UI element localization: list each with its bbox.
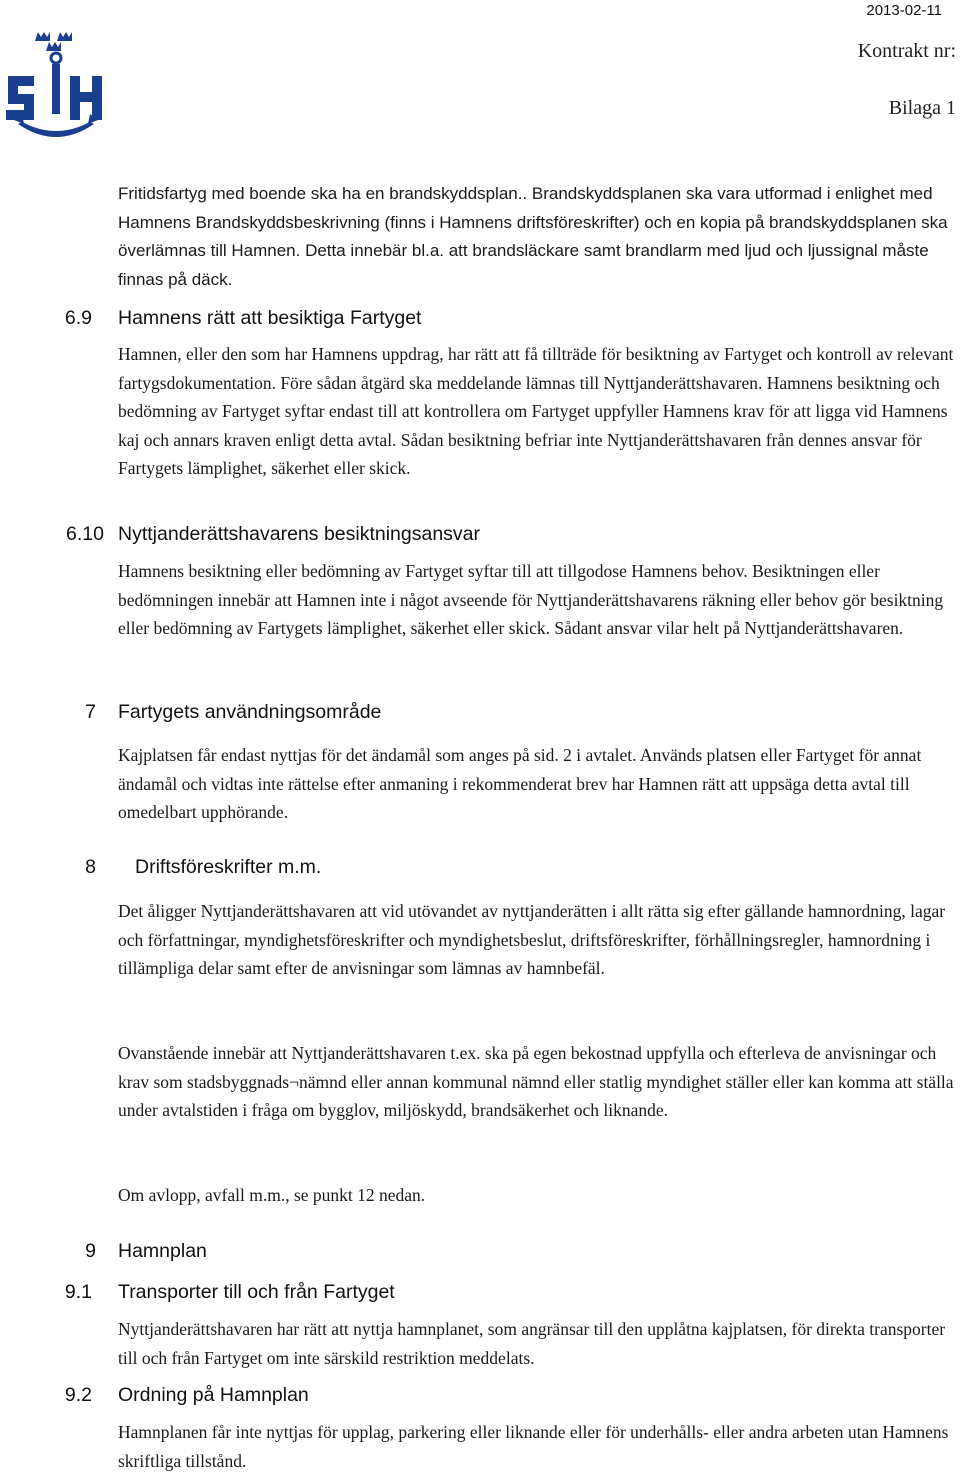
section-number: 9 <box>85 1240 96 1262</box>
section-heading-9-1 <box>0 1281 960 1309</box>
section-paragraph: Ovanstående innebär att Nyttjanderättshavaren t.ex. ska på egen bekostnad uppfylla och efterleva de anvisningar och krav som stadsbyggnads¬nämnd eller annan kommunal nämnd eller statlig myndighet ställer eller kan komma att ställa under avtalstiden i fråga om bygglov, miljöskydd, brandsäkerhet och liknande. <box>118 1043 954 1120</box>
sjh-logo-icon <box>0 28 112 143</box>
section-heading-7 <box>0 701 960 729</box>
intro-paragraph: Fritidsfartyg med boende ska ha en brandskyddsplan.. Brandskyddsplanen ska vara utformad i enlighet med Hamnens Brandskyddsbeskrivning (finns i Hamnens driftsföreskrifter) och en kopia på brandskyddsplanen ska överlämnas till Hamnen. Detta innebär bl.a. att brandsläckare samt brandlarm med ljud och ljussignal måste finnas på däck. <box>118 184 948 289</box>
section-number: 8 <box>85 856 96 878</box>
section-paragraph: Hamnen, eller den som har Hamnens uppdrag, har rätt att få tillträde för besiktning av Fartyget och kontroll av relevant fartygsdokumentation. Före sådan åtgärd ska meddelande lämnas till Nyttjanderättshavaren. Hamnens besiktning och bedömning av Fartyget syftar endast till att kontrollera om Fartyget uppfyller Hamnens krav för att ligga vid Hamnens kaj och annars kraven enligt detta avtal. Sådan besiktning befriar inte Nyttjanderättshavaren från dennes ansvar för Fartygets lämplighet, säkerhet eller skick. <box>118 344 954 478</box>
section-paragraph: Det åligger Nyttjanderättshavaren att vid utövandet av nyttjanderätten i allt rätta sig efter gällande hamnordning, lagar och författningar, myndighetsföreskrifter och myndighetsbeslut, driftsföreskrifter, förhållningsregler, hamnordning i tillämpliga delar samt efter de anvisningar som lämnas av hamnbefäl. <box>118 901 946 978</box>
section-title: Driftsföreskrifter m.m. <box>135 856 322 878</box>
section-title: Transporter till och från Fartyget <box>118 1281 395 1303</box>
annex-label: Bilaga 1 <box>888 97 956 119</box>
section-heading-9-2 <box>0 1384 960 1412</box>
section-number: 6.9 <box>64 307 92 329</box>
section-paragraph: Hamnens besiktning eller bedömning av Fartyget syftar till att tillgodose Hamnens behov. Besiktningen eller bedömningen innebär att Hamnen inte i något avseende för Nyttjanderättshavarens räkning eller behov gör besiktning eller bedömning av Fartygets lämplighet, säkerhet eller skick. Sådant ansvar vilar helt på Nyttjanderättshavaren. <box>118 561 944 638</box>
section-number: 6.10 <box>66 523 104 545</box>
section-paragraph: Hamnplanen får inte nyttjas för upplag, parkering eller liknande eller för underhålls- eller andra arbeten utan Hamnens skriftliga tillstånd. <box>118 1422 949 1471</box>
section-number: 9.2 <box>64 1384 92 1406</box>
section-number: 9.1 <box>64 1281 92 1303</box>
section-title: Nyttjanderättshavarens besiktningsansvar <box>118 523 481 545</box>
section-paragraph: Kajplatsen får endast nyttjas för det ändamål som anges på sid. 2 i avtalet. Används platsen eller Fartyget för annat ändamål och vidtas inte rättelse efter anmaning i rekommenderat brev har Hamnen rätt att uppsäga detta avtal till omedelbart upphörande. <box>118 745 922 822</box>
section-heading-9 <box>0 1240 960 1268</box>
section-title: Fartygets användningsområde <box>118 701 382 723</box>
section-paragraph: Om avlopp, avfall m.m., se punkt 12 nedan. <box>118 1185 426 1205</box>
contract-number-label: Kontrakt nr: <box>857 40 956 62</box>
section-title: Ordning på Hamnplan <box>118 1384 309 1406</box>
section-paragraph: Nyttjanderättshavaren har rätt att nyttja hamnplanet, som angränsar till den upplåtna kajplatsen, för direkta transporter till och från Fartyget om inte särskild restriktion meddelats. <box>118 1319 946 1368</box>
document-date: 2013-02-11 <box>866 2 942 19</box>
section-title: Hamnplan <box>118 1240 207 1262</box>
section-heading-6-9 <box>0 307 960 335</box>
section-number: 7 <box>85 701 96 723</box>
section-title: Hamnens rätt att besiktiga Fartyget <box>118 307 422 329</box>
section-heading-8 <box>0 856 960 884</box>
section-heading-6-10 <box>0 523 960 551</box>
